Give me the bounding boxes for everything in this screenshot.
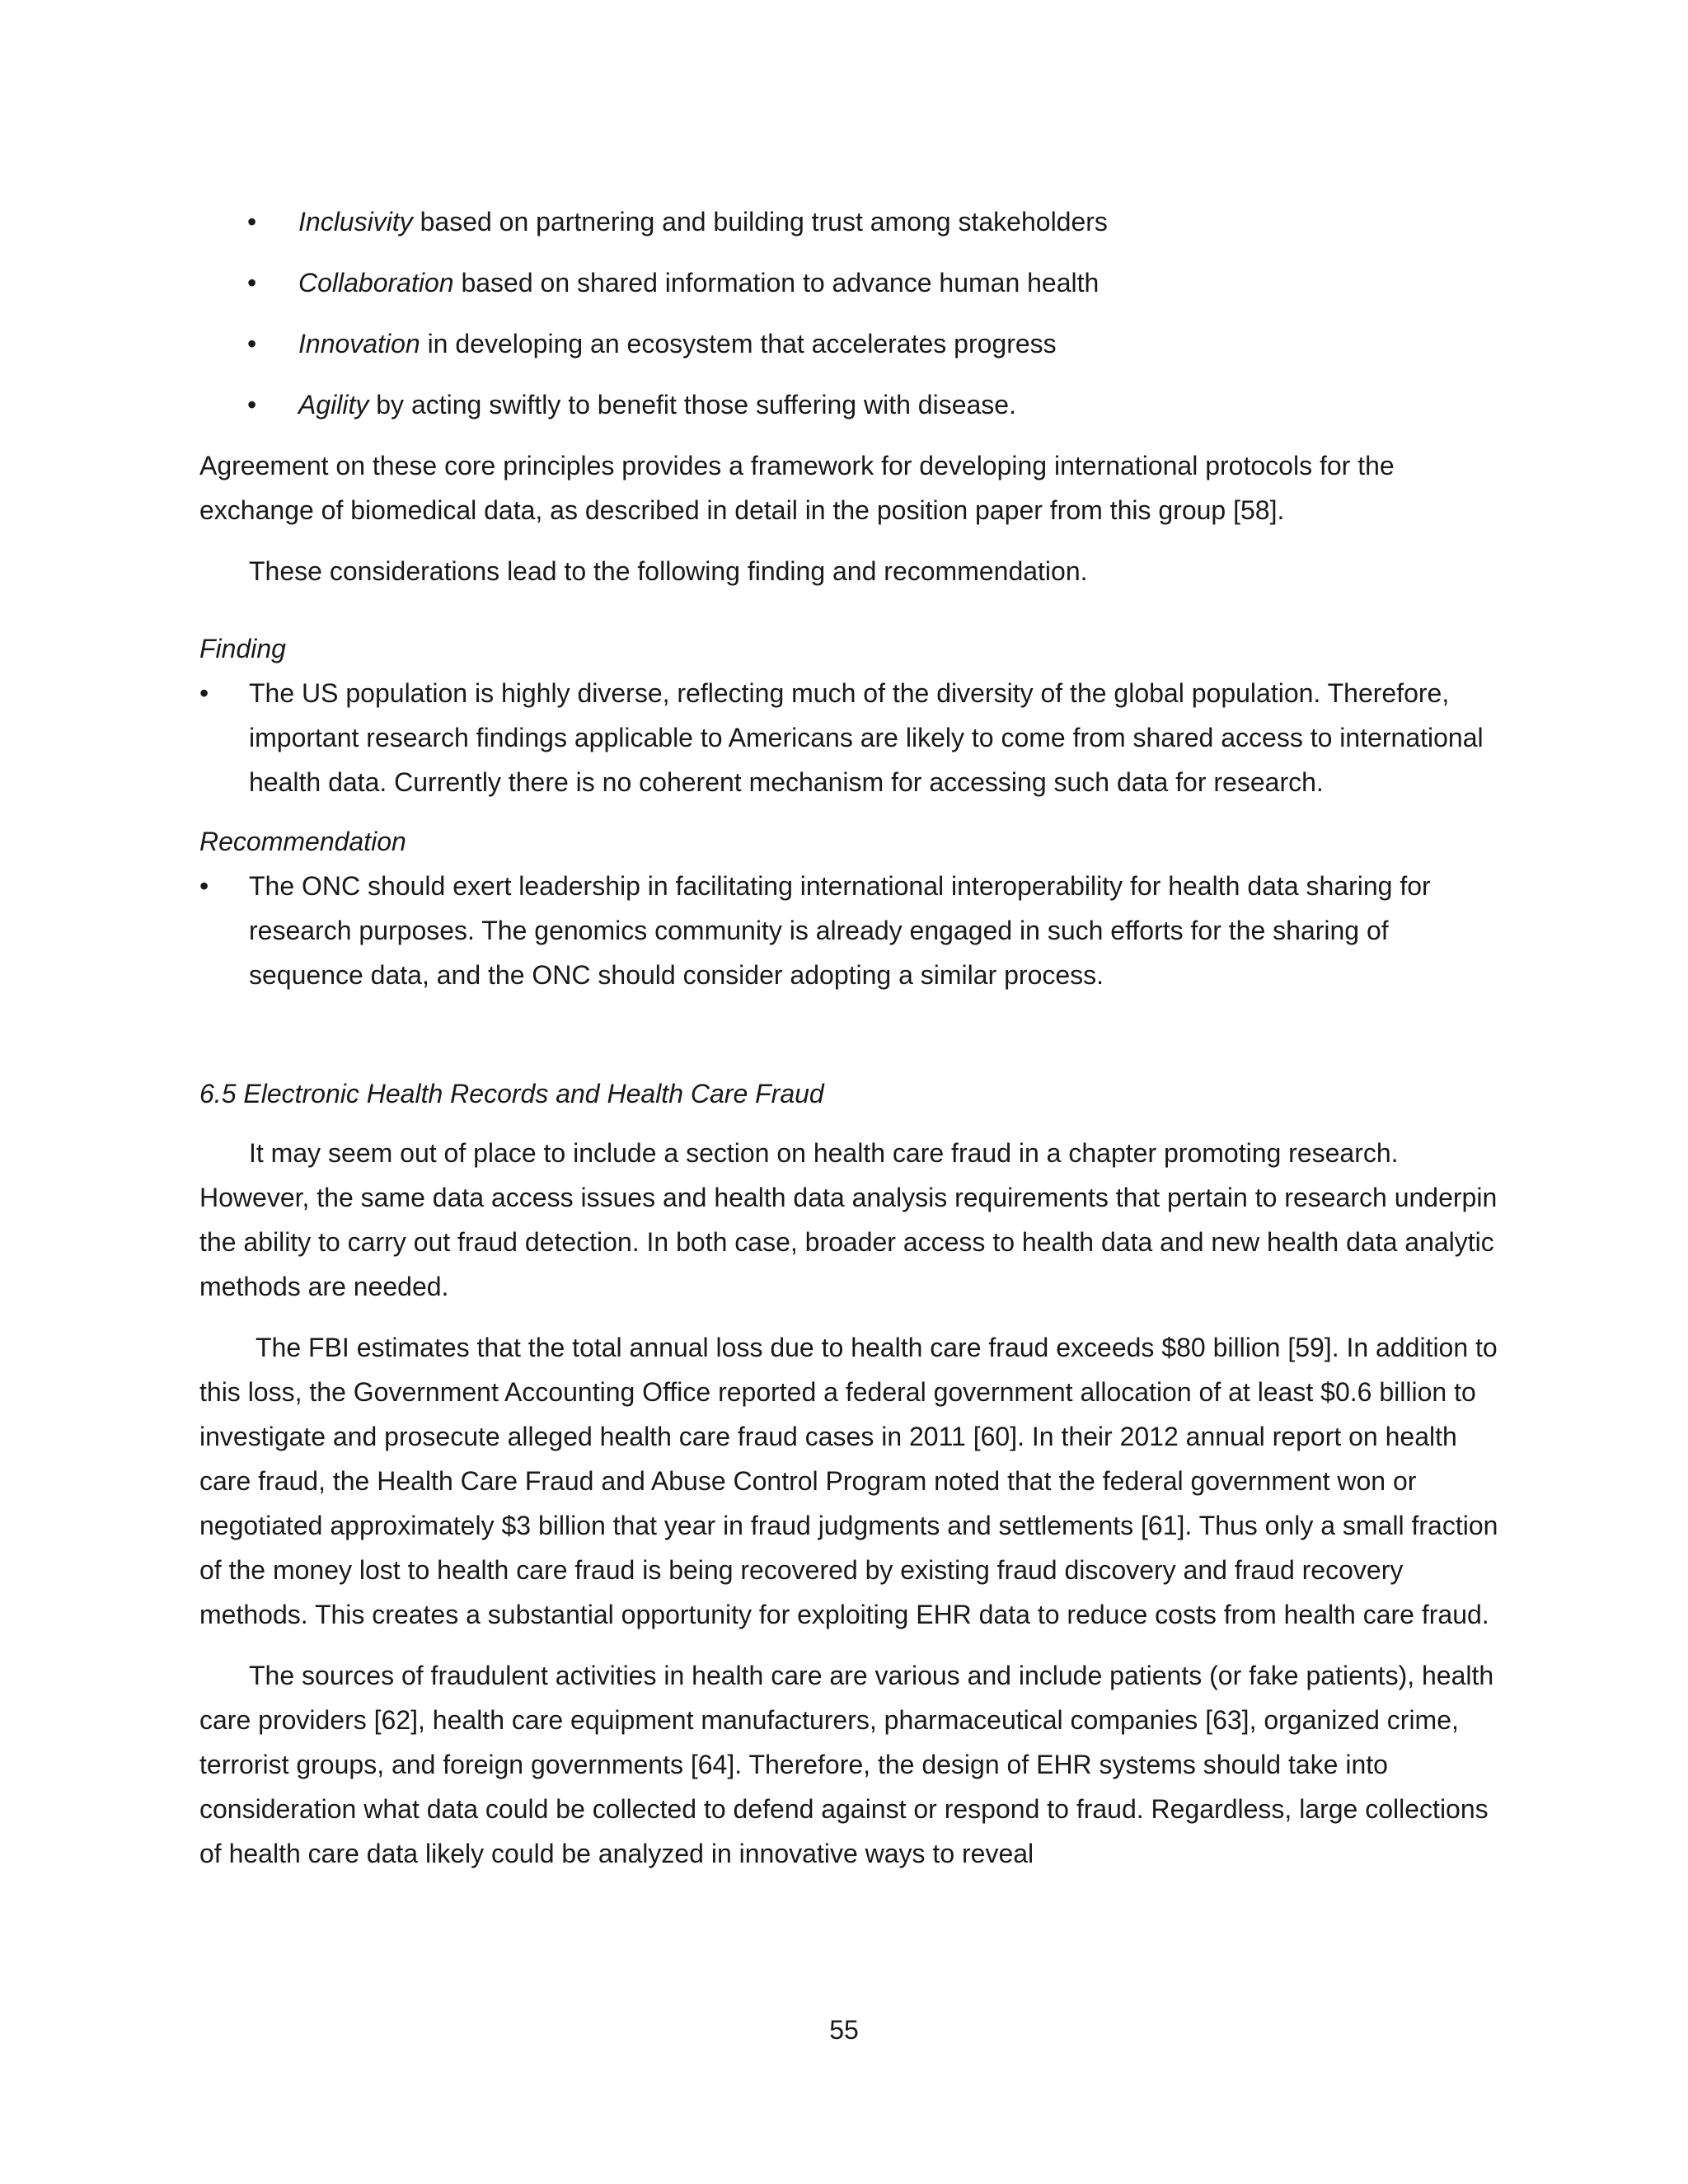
finding-item: [199, 671, 1502, 804]
page-number: 55: [829, 2015, 859, 2045]
principle-text: based on shared information to advance human health: [453, 268, 1100, 298]
finding-text: The US population is highly diverse, reflecting much of the diversity of the global population. Therefore, important research findings applicable to Americans are likely to come from shared access to international health data. Currently there is no coherent mechanism for accessing such data for research.: [249, 678, 1484, 797]
recommendation-list: [199, 864, 1502, 997]
recommendation-heading: Recommendation: [199, 827, 406, 856]
bullet-icon: •: [199, 871, 209, 901]
section-paragraph: The FBI estimates that the total annual loss due to health care fraud exceeds $80 billion [59]. In addition to this loss, the Government Accounting Office reported a federal government allocation of at least $0.6 billion to investigate and prosecute alleged health care fraud cases in 2011 [60]. In their 2012 annual report on health care fraud, the Health Care Fraud and Abuse Control Program noted that the federal government won or negotiated approximately $3 billion that year in fraud judgments and settlements [61]. Thus only a small fraction of the money lost to health care fraud is being recovered by existing fraud discovery and fraud recovery methods. This creates a substantial opportunity for exploiting EHR data to reduce costs from health care fraud.: [199, 1333, 1498, 1629]
principle-text: in developing an ecosystem that accelerates progress: [420, 329, 1057, 359]
finding-list: [199, 671, 1502, 804]
finding-block: [199, 626, 1502, 804]
principle-item: [199, 260, 1502, 305]
bullet-icon: •: [247, 390, 257, 419]
bullet-icon: •: [199, 678, 209, 708]
principle-term: Innovation: [298, 329, 420, 359]
recommendation-block: [199, 819, 1502, 997]
section-paragraph: The sources of fraudulent activities in health care are various and include patients (or fake patients), health care providers [62], health care equipment manufacturers, pharmaceutical companies [63], organized crime, terrorist groups, and foreign governments [64]. Therefore, the design of EHR systems should take into consideration what data could be collected to defend against or respond to fraud. Regardless, large collections of health care data likely could be analyzed in innovative ways to reveal: [199, 1661, 1494, 1868]
principles-list: [199, 199, 1502, 427]
bullet-icon: •: [247, 329, 257, 359]
bullet-icon: •: [247, 207, 257, 237]
principle-item: [199, 382, 1502, 427]
principle-term: Inclusivity: [298, 207, 413, 237]
principle-item: [199, 199, 1502, 244]
considerations-paragraph: These considerations lead to the following finding and recommendation.: [249, 556, 1088, 586]
recommendation-text: The ONC should exert leadership in facilitating international interoperability for health data sharing for research purposes. The genomics community is already engaged in such efforts for the sharing of sequence data, and the ONC should consider adopting a similar process.: [249, 871, 1431, 990]
finding-heading: Finding: [199, 634, 286, 663]
principle-term: Collaboration: [298, 268, 454, 298]
principle-text: based on partnering and building trust among stakeholders: [412, 207, 1108, 237]
agreement-paragraph: Agreement on these core principles provides a framework for developing international protocols for the exchange of biomedical data, as described in detail in the position paper from this group [58].: [199, 451, 1395, 525]
principle-text: by acting swiftly to benefit those suffering with disease.: [368, 390, 1016, 419]
bullet-icon: •: [247, 268, 257, 298]
principle-term: Agility: [298, 390, 369, 419]
section-paragraph: It may seem out of place to include a section on health care fraud in a chapter promoting research. However, the same data access issues and health data analysis requirements that pertain to research underpin the ability to carry out fraud detection. In both case, broader access to health data and new health data analytic methods are needed.: [199, 1138, 1498, 1301]
principle-item: [199, 321, 1502, 366]
section-title: 6.5 Electronic Health Records and Health Care Fraud: [199, 1079, 824, 1108]
recommendation-item: [199, 864, 1502, 997]
document-page: [199, 199, 1502, 1892]
